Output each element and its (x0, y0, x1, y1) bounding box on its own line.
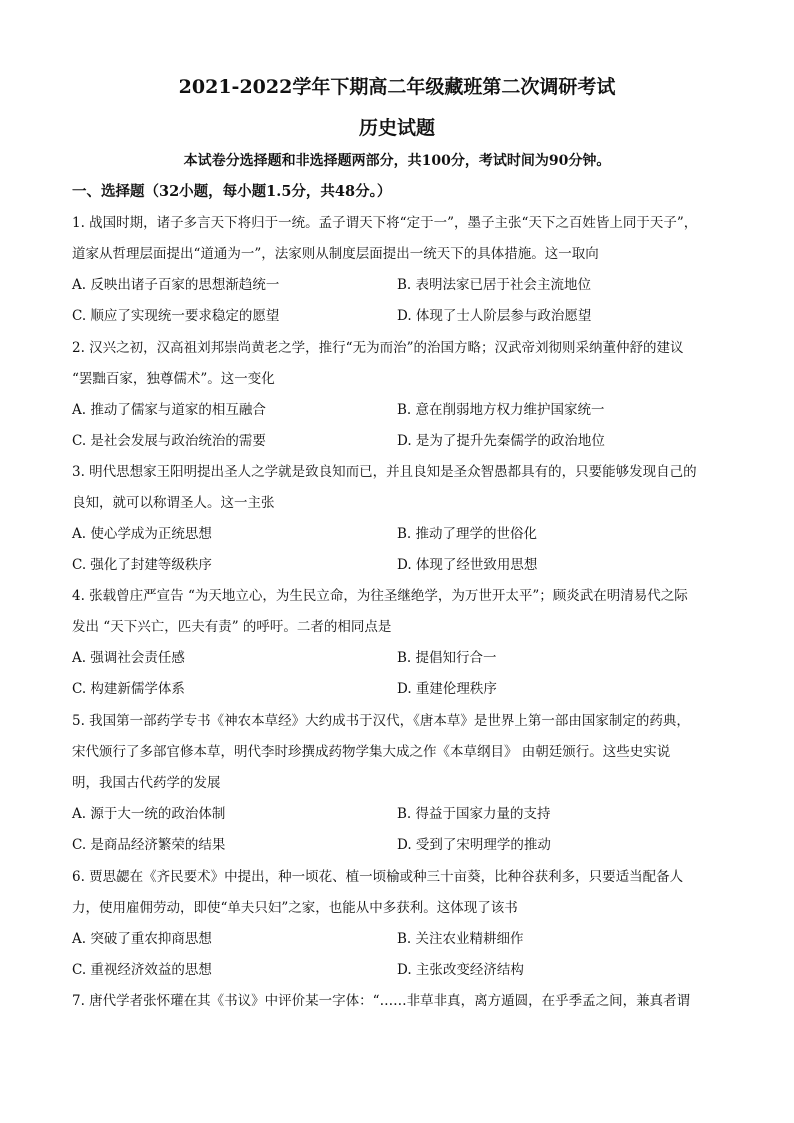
question-line: 道家从哲理层面提出“道通为一”，法家则从制度层面提出一统天下的具体措施。这一取向 (72, 246, 599, 262)
option-b: B. 关注农业精耕细作 (397, 931, 524, 947)
question-3-options (72, 519, 732, 581)
question-line: 力，使用雇佣劳动，即使“单夫只妇”之家，也能从中多获利。这体现了该书 (72, 900, 518, 916)
option-d: D. 体现了经世致用思想 (397, 557, 538, 573)
question-4 (72, 581, 732, 643)
option-d: D. 重建伦理秩序 (397, 681, 497, 697)
option-c: C. 顺应了实现统一要求稳定的愿望 (72, 308, 280, 324)
question-2 (72, 333, 732, 395)
exam-instructions: 本试卷分选择题和非选择题两部分，共100分，考试时间为90分钟。 (183, 153, 611, 169)
question-line: 7. 唐代学者张怀瓘在其《书议》中评价某一字体：“……非草非真，离方遁圆，在乎季孟之间，兼真者谓 (72, 993, 691, 1009)
option-b: B. 推动了理学的世俗化 (397, 526, 538, 542)
option-b: B. 意在削弱地方权力维护国家统一 (397, 402, 605, 418)
option-c: C. 构建新儒学体系 (72, 681, 185, 697)
question-6 (72, 862, 732, 924)
question-1 (72, 208, 732, 270)
question-5-options (72, 799, 732, 861)
option-d: D. 主张改变经济结构 (397, 962, 524, 978)
question-line: 2. 汉兴之初，汉高祖刘邦崇尚黄老之学，推行“无为而治”的治国方略；汉武帝刘彻则采纳董仲舒的建议 (72, 340, 684, 356)
question-4-options (72, 643, 732, 705)
option-a: A. 源于大一统的政治体制 (72, 806, 226, 822)
question-6-options (72, 924, 732, 986)
question-line: 发出 “天下兴亡，匹夫有责” 的呼吁。二者的相同点是 (72, 619, 392, 635)
question-line: “罢黜百家，独尊儒术”。这一变化 (72, 371, 275, 387)
question-3 (72, 457, 732, 519)
option-a: A. 使心学成为正统思想 (72, 526, 212, 542)
option-c: C. 强化了封建等级秩序 (72, 557, 212, 573)
exam-title: 2021-2022学年下期高二年级藏班第二次调研考试 (178, 76, 616, 98)
question-line: 宋代颁行了多部官修本草，明代李时珍撰成药物学集大成之作《本草纲目》 由朝廷颁行。这些史实说 (72, 744, 671, 760)
option-a: A. 反映出诸子百家的思想渐趋统一 (72, 277, 280, 293)
option-d: D. 受到了宋明理学的推动 (397, 837, 551, 853)
option-c: C. 是社会发展与政治统治的需要 (72, 433, 266, 449)
option-a: A. 推动了儒家与道家的相互融合 (72, 402, 266, 418)
option-b: B. 提倡知行合一 (397, 650, 497, 666)
question-line: 4. 张载曾庄严宣告 “为天地立心，为生民立命，为往圣继绝学，为万世开太平”；顾炎武在明清易代之际 (72, 588, 688, 604)
question-1-options (72, 270, 732, 332)
option-d: D. 体现了士人阶层参与政治愿望 (397, 308, 592, 324)
option-b: B. 表明法家已居于社会主流地位 (397, 277, 592, 293)
question-line: 明，我国古代药学的发展 (72, 775, 221, 791)
option-b: B. 得益于国家力量的支持 (397, 806, 551, 822)
option-a: A. 强调社会责任感 (72, 650, 185, 666)
question-2-options (72, 395, 732, 457)
question-line: 良知，就可以称谓圣人。这一主张 (72, 495, 275, 511)
exam-subtitle: 历史试题 (358, 117, 435, 139)
option-c: C. 是商品经济繁荣的结果 (72, 837, 226, 853)
option-a: A. 突破了重农抑商思想 (72, 931, 212, 947)
question-line: 5. 我国第一部药学专书《神农本草经》大约成书于汉代，《唐本草》是世界上第一部由国家制定的药典， (72, 713, 690, 729)
option-c: C. 重视经济效益的思想 (72, 962, 212, 978)
question-7 (72, 986, 732, 1017)
section-heading: 一、选择题（32小题，每小题1.5分，共48分。） (72, 183, 392, 200)
question-line: 1. 战国时期，诸子多言天下将归于一统。孟子谓天下将“定于一”，墨子主张“天下之百姓皆上同于天子”， (72, 215, 698, 231)
question-5 (72, 706, 732, 799)
question-line: 6. 贾思勰在《齐民要术》中提出，种一顷花、植一顷榆或种三十亩葵，比种谷获利多，只要适当配备人 (72, 869, 684, 885)
question-line: 3. 明代思想家王阳明提出圣人之学就是致良知而已，并且良知是圣众智愚都具有的，只要能够发现自己的 (72, 464, 697, 480)
option-d: D. 是为了提升先秦儒学的政治地位 (397, 433, 605, 449)
